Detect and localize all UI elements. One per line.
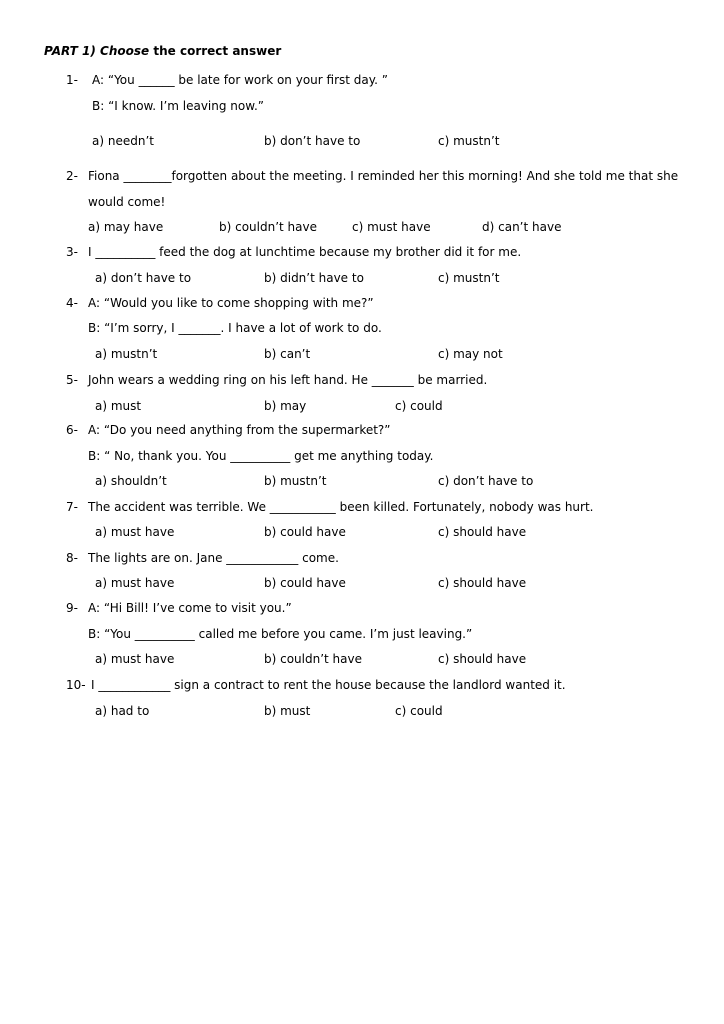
answer-option: b) couldn’t have <box>219 220 317 234</box>
answer-option: a) needn’t <box>92 134 154 148</box>
answer-option: a) must have <box>95 652 175 666</box>
question-number: 2- <box>66 169 78 183</box>
section-heading-part: PART 1) Choose <box>44 44 150 58</box>
answer-option: a) don’t have to <box>95 271 192 285</box>
answer-option: c) could <box>395 704 443 718</box>
question-number: 8- <box>66 551 78 565</box>
question-text: I __________ feed the dog at lunchtime because my brother did it for me. <box>88 245 522 259</box>
answer-option: c) may not <box>438 347 503 361</box>
answer-option: b) could have <box>264 576 346 590</box>
answer-option: b) can’t <box>264 347 311 361</box>
answer-option: c) could <box>395 399 443 413</box>
answer-option: a) may have <box>88 220 164 234</box>
question-text: The accident was terrible. We ___________ been killed. Fortunately, nobody was hurt. <box>88 500 594 514</box>
question-text: I ____________ sign a contract to rent the house because the landlord wanted it. <box>91 678 566 692</box>
answer-option: d) can’t have <box>482 220 562 234</box>
question-text: A: “Would you like to come shopping with me?” <box>88 296 374 310</box>
question-number: 5- <box>66 373 78 387</box>
section-heading <box>44 44 281 58</box>
question-text: B: “ No, thank you. You __________ get me anything today. <box>88 449 434 463</box>
answer-option: b) must <box>264 704 311 718</box>
question-number: 4- <box>66 296 78 310</box>
question-number: 6- <box>66 423 78 437</box>
question-text: Fiona ________forgotten about the meeting. I reminded her this morning! And she told me that she <box>88 169 679 183</box>
answer-option: a) had to <box>95 704 150 718</box>
question-text: A: “You ______ be late for work on your first day. ” <box>92 73 388 87</box>
answer-option: a) must <box>95 399 142 413</box>
answer-option: a) must have <box>95 525 175 539</box>
answer-option: c) should have <box>438 576 527 590</box>
answer-option: c) mustn’t <box>438 271 500 285</box>
question-number: 9- <box>66 601 78 615</box>
answer-option: c) should have <box>438 525 527 539</box>
question-text: would come! <box>88 195 166 209</box>
answer-option: b) could have <box>264 525 346 539</box>
question-number: 7- <box>66 500 78 514</box>
question-text: John wears a wedding ring on his left hand. He _______ be married. <box>88 373 488 387</box>
question-text: B: “I know. I’m leaving now.” <box>92 99 264 113</box>
section-heading-rest: the correct answer <box>149 44 282 58</box>
answer-option: b) didn’t have to <box>264 271 364 285</box>
answer-option: a) mustn’t <box>95 347 158 361</box>
question-text: The lights are on. Jane ____________ come. <box>88 551 339 565</box>
question-text: B: “I’m sorry, I _______. I have a lot of work to do. <box>88 321 382 335</box>
question-text: A: “Hi Bill! I’ve come to visit you.” <box>88 601 292 615</box>
question-number: 1- <box>66 73 78 87</box>
answer-option: b) mustn’t <box>264 474 327 488</box>
question-text: B: “You __________ called me before you came. I’m just leaving.” <box>88 627 473 641</box>
question-number: 3- <box>66 245 78 259</box>
question-text: A: “Do you need anything from the supermarket?” <box>88 423 391 437</box>
answer-option: c) must have <box>352 220 431 234</box>
answer-option: c) don’t have to <box>438 474 534 488</box>
answer-option: b) don’t have to <box>264 134 361 148</box>
answer-option: b) may <box>264 399 307 413</box>
answer-option: a) shouldn’t <box>95 474 167 488</box>
answer-option: b) couldn’t have <box>264 652 362 666</box>
answer-option: c) should have <box>438 652 527 666</box>
question-number: 10- <box>66 678 86 692</box>
answer-option: a) must have <box>95 576 175 590</box>
answer-option: c) mustn’t <box>438 134 500 148</box>
